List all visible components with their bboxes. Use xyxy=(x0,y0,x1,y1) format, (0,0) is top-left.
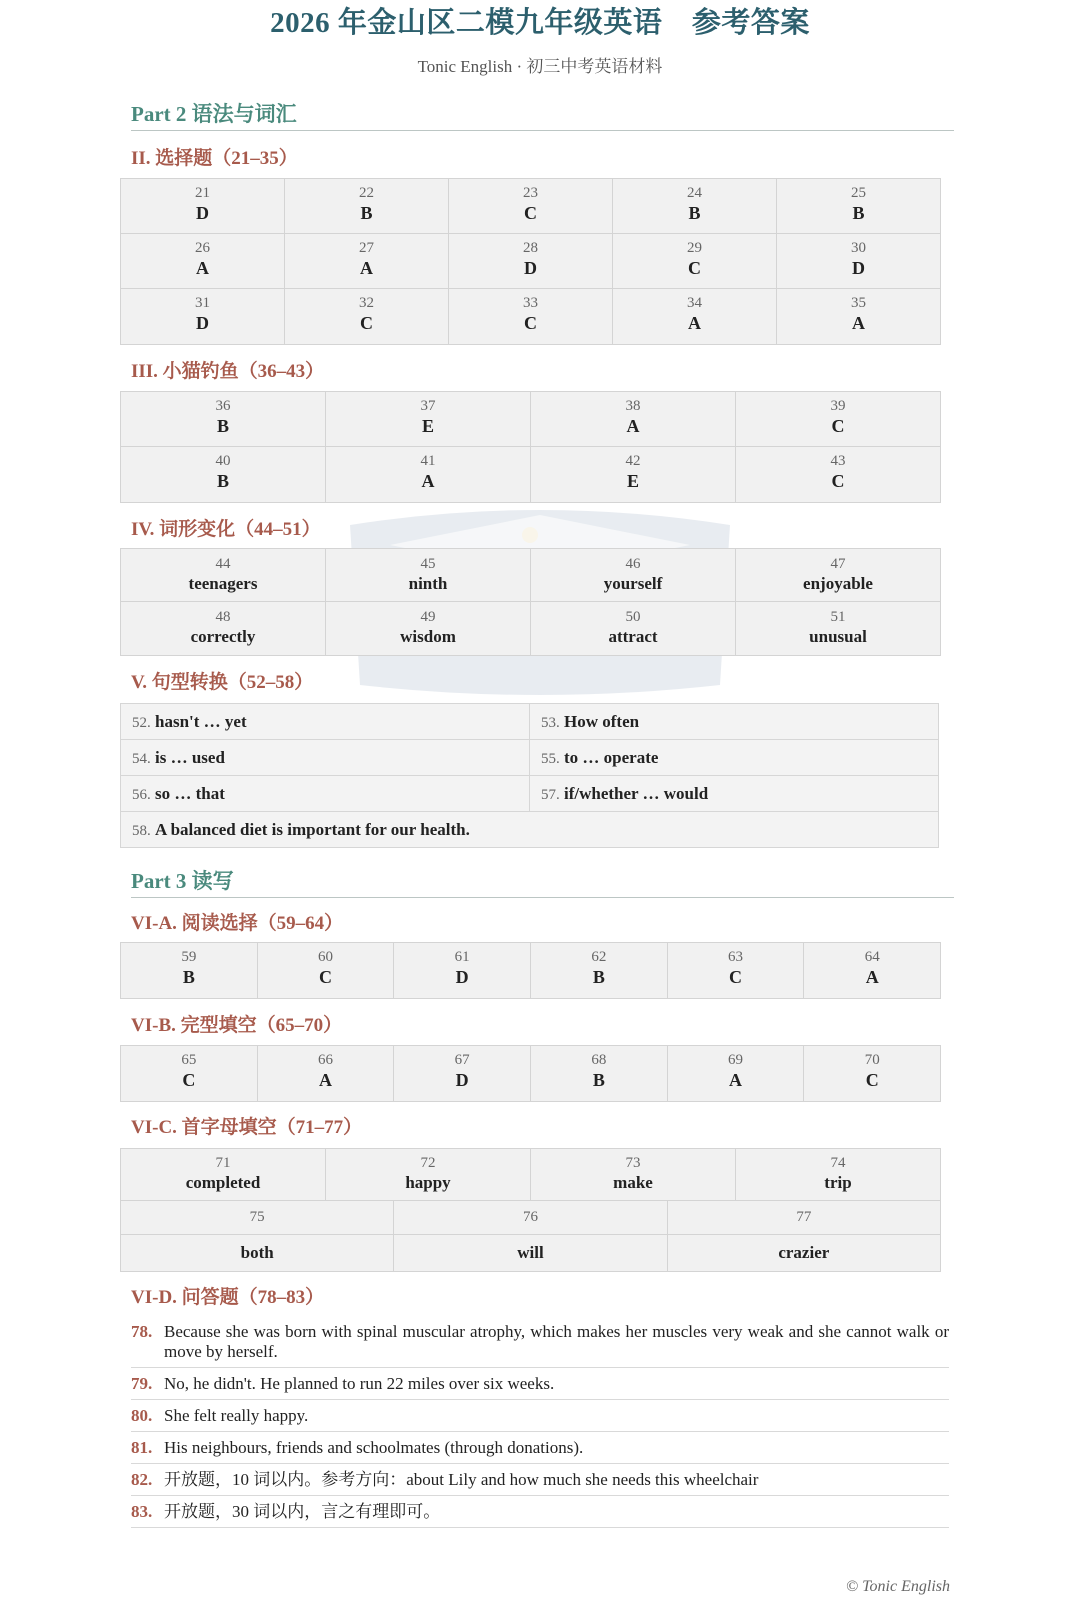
question-number: 40 xyxy=(215,453,231,469)
answer-value: B xyxy=(592,1070,605,1090)
answer-text: Because she was born with spinal muscular atrophy, which makes her muscles very weak and she cannot walk or move by herself. xyxy=(164,1322,949,1361)
answer-cell xyxy=(121,447,326,502)
grid-row xyxy=(121,179,940,234)
answer-cell xyxy=(394,943,531,998)
part2-heading: Part 2 语法与词汇 xyxy=(131,98,954,131)
transform-answer-cell xyxy=(121,704,529,739)
transform-answer-cell xyxy=(121,812,938,847)
question-number: 29 xyxy=(687,240,702,256)
question-number: 64 xyxy=(864,949,880,965)
answer-value: make xyxy=(613,1173,653,1192)
question-number: 41 xyxy=(420,453,436,469)
answer-value: B xyxy=(688,203,701,223)
answer-cell xyxy=(531,602,736,655)
answer-value: D xyxy=(196,313,209,333)
answer-value: B xyxy=(852,203,865,223)
answer-cell xyxy=(531,943,668,998)
answer-cell xyxy=(531,392,736,447)
answer-text: 开放题，10 词以内。参考方向：about Lily and how much she needs this wheelchair xyxy=(164,1470,759,1489)
answer-value: A xyxy=(729,1070,743,1090)
question-number: 33 xyxy=(523,295,538,311)
answer-cell xyxy=(804,943,940,998)
question-number: 61 xyxy=(454,949,470,965)
question-number: 46 xyxy=(625,556,641,572)
transform-answer-cell xyxy=(529,740,938,775)
section-vi-a-heading: VI-A. 阅读选择（59–64） xyxy=(131,913,344,934)
question-number: 38 xyxy=(625,398,641,414)
answer-cell xyxy=(736,447,940,502)
answer-value: A xyxy=(360,258,373,278)
answer-cell xyxy=(121,289,285,344)
answer-cell xyxy=(668,943,805,998)
page-subtitle: Tonic English · 初三中考英语材料 xyxy=(417,57,663,76)
grid-row xyxy=(121,1235,940,1271)
answer-cell xyxy=(531,1149,736,1201)
answer-value: D xyxy=(455,1070,469,1090)
answer-cell xyxy=(326,602,531,655)
question-number: 68 xyxy=(591,1052,607,1068)
answer-value: C xyxy=(688,258,701,278)
question-number: 71 xyxy=(215,1155,231,1171)
answer-value: both xyxy=(240,1243,274,1262)
question-number: 81. xyxy=(131,1438,153,1457)
answer-value: C xyxy=(729,967,743,987)
section-iii-heading: III. 小猫钓鱼（36–43） xyxy=(131,361,325,382)
question-number: 48 xyxy=(215,609,231,625)
question-number: 75 xyxy=(249,1209,265,1225)
question-number: 79. xyxy=(131,1374,153,1393)
answer-cell xyxy=(394,1235,667,1271)
grid-row xyxy=(121,392,940,447)
answer-value: C xyxy=(524,313,537,333)
question-number: 72 xyxy=(420,1155,436,1171)
answer-value: B xyxy=(182,967,195,987)
answer-value: C xyxy=(865,1070,879,1090)
answer-cell xyxy=(326,447,531,502)
grid-row xyxy=(121,1046,940,1101)
answer-cell xyxy=(326,549,531,602)
question-number: 22 xyxy=(359,185,374,201)
answer-value: yourself xyxy=(603,574,663,593)
number-cell xyxy=(668,1201,940,1235)
section-ii-answer-grid xyxy=(120,178,941,345)
question-number: 43 xyxy=(830,453,846,469)
transform-answer-cell xyxy=(121,776,529,811)
section-v-answer-table xyxy=(120,703,939,848)
question-number: 53. xyxy=(541,715,560,731)
question-number: 42 xyxy=(625,453,641,469)
transform-row xyxy=(121,812,938,847)
answer-value: C xyxy=(831,471,845,491)
question-number: 74 xyxy=(830,1155,846,1171)
question-number: 44 xyxy=(215,556,231,572)
section-iv-answer-grid xyxy=(120,548,941,656)
answer-value: A xyxy=(865,967,879,987)
answer-cell xyxy=(668,1046,805,1101)
answer-cell xyxy=(531,447,736,502)
answer-cell xyxy=(804,1046,940,1101)
question-number: 62 xyxy=(591,949,607,965)
answer-value: is … used xyxy=(155,748,225,767)
grid-row xyxy=(121,943,940,998)
question-number: 26 xyxy=(195,240,210,256)
answer-cell xyxy=(613,179,777,234)
question-number: 76 xyxy=(522,1209,538,1225)
answer-value: wisdom xyxy=(400,627,456,646)
question-number: 58. xyxy=(132,823,151,839)
answer-value: E xyxy=(421,416,434,436)
answer-cell xyxy=(285,179,449,234)
grid-row xyxy=(121,447,940,502)
answer-cell xyxy=(736,1149,940,1201)
answer-cell xyxy=(736,392,940,447)
answer-cell xyxy=(613,234,777,289)
answer-cell xyxy=(285,289,449,344)
qa-answer-item xyxy=(131,1464,949,1496)
answer-value: A xyxy=(688,313,701,333)
answer-cell xyxy=(668,1235,940,1271)
question-number: 65 xyxy=(181,1052,197,1068)
question-number: 27 xyxy=(359,240,374,256)
answer-cell xyxy=(121,234,285,289)
answer-value: to … operate xyxy=(564,748,659,767)
question-number: 36 xyxy=(215,398,231,414)
number-cell xyxy=(394,1201,667,1235)
question-number: 32 xyxy=(359,295,374,311)
section-iii-answer-grid xyxy=(120,391,941,503)
qa-answer-item xyxy=(131,1496,949,1528)
section-ii-heading: II. 选择题（21–35） xyxy=(131,148,298,169)
section-vi-c-answer-grid xyxy=(120,1148,941,1272)
answer-cell xyxy=(777,289,940,344)
question-number: 82. xyxy=(131,1470,153,1489)
question-number: 60 xyxy=(318,949,333,965)
answer-cell xyxy=(449,234,613,289)
grid-row xyxy=(121,602,940,655)
question-number: 52. xyxy=(132,715,151,731)
section-v-heading: V. 句型转换（52–58） xyxy=(131,672,314,693)
answer-value: correctly xyxy=(190,627,256,646)
page-title: 2026 年金山区二模九年级英语 参考答案 xyxy=(270,7,810,39)
question-number: 23 xyxy=(523,185,538,201)
section-vi-c-heading: VI-C. 首字母填空（71–77） xyxy=(131,1117,363,1138)
answer-text: His neighbours, friends and schoolmates (through donations). xyxy=(164,1438,584,1457)
question-number: 56. xyxy=(132,787,151,803)
grid-row xyxy=(121,1149,940,1201)
question-number: 30 xyxy=(851,240,866,256)
section-vi-b-heading: VI-B. 完型填空（65–70） xyxy=(131,1015,343,1036)
question-number: 54. xyxy=(132,751,151,767)
section-vi-d-heading: VI-D. 问答题（78–83） xyxy=(131,1287,325,1308)
answer-value: D xyxy=(196,203,209,223)
answer-cell xyxy=(121,1046,258,1101)
question-number: 24 xyxy=(687,185,702,201)
answer-cell xyxy=(258,943,395,998)
question-number: 69 xyxy=(728,1052,744,1068)
answer-value: A xyxy=(319,1070,332,1090)
answer-cell xyxy=(258,1046,395,1101)
answer-value: D xyxy=(455,967,469,987)
answer-cell xyxy=(121,1235,394,1271)
answer-value: ninth xyxy=(408,574,448,593)
number-cell xyxy=(121,1201,394,1235)
answer-cell xyxy=(121,943,258,998)
grid-row xyxy=(121,289,940,344)
transform-answer-cell xyxy=(121,740,529,775)
question-number: 77 xyxy=(796,1209,812,1225)
answer-cell xyxy=(285,234,449,289)
question-number: 45 xyxy=(420,556,436,572)
answer-cell xyxy=(449,179,613,234)
transform-answer-cell xyxy=(529,776,938,811)
question-number: 80. xyxy=(131,1406,153,1425)
section-vi-b-answer-grid xyxy=(120,1045,941,1102)
question-number: 51 xyxy=(830,609,846,625)
answer-value: E xyxy=(626,471,639,491)
question-number: 39 xyxy=(830,398,846,414)
part3-heading: Part 3 读写 xyxy=(131,865,954,898)
answer-value: if/whether … would xyxy=(564,784,709,803)
answer-cell xyxy=(121,179,285,234)
question-number: 55. xyxy=(541,751,560,767)
answer-cell xyxy=(531,549,736,602)
transform-answer-cell xyxy=(529,704,938,739)
qa-answer-item xyxy=(131,1316,949,1368)
answer-cell xyxy=(326,392,531,447)
answer-value: crazier xyxy=(778,1243,830,1262)
answer-value: A xyxy=(626,416,640,436)
question-number: 73 xyxy=(625,1155,641,1171)
answer-cell xyxy=(121,1149,326,1201)
section-vi-d-answer-list xyxy=(131,1316,949,1528)
answer-value: hasn't … yet xyxy=(155,712,247,731)
answer-value: happy xyxy=(405,1173,451,1192)
answer-value: B xyxy=(592,967,605,987)
answer-cell xyxy=(777,234,940,289)
answer-value: B xyxy=(216,416,229,436)
answer-value: trip xyxy=(824,1173,852,1192)
copyright-footer: © Tonic English xyxy=(845,1578,950,1595)
answer-cell xyxy=(613,289,777,344)
answer-value: teenagers xyxy=(188,574,258,593)
answer-cell xyxy=(736,602,940,655)
question-number: 83. xyxy=(131,1502,153,1521)
question-number: 67 xyxy=(454,1052,470,1068)
question-number: 70 xyxy=(864,1052,880,1068)
answer-value: will xyxy=(517,1243,544,1262)
question-number: 59 xyxy=(181,949,197,965)
answer-cell xyxy=(121,549,326,602)
answer-value: C xyxy=(319,967,332,987)
answer-cell xyxy=(121,392,326,447)
answer-cell xyxy=(394,1046,531,1101)
answer-value: D xyxy=(852,258,865,278)
question-number: 47 xyxy=(830,556,846,572)
transform-row xyxy=(121,776,938,812)
question-number: 25 xyxy=(851,185,866,201)
answer-cell xyxy=(326,1149,531,1201)
answer-value: enjoyable xyxy=(803,574,873,593)
answer-value: D xyxy=(524,258,537,278)
answer-cell xyxy=(121,602,326,655)
question-number: 28 xyxy=(523,240,538,256)
answer-value: so … that xyxy=(155,784,225,803)
answer-value: A xyxy=(421,471,435,491)
answer-text: No, he didn't. He planned to run 22 miles over six weeks. xyxy=(164,1374,555,1393)
answer-value: C xyxy=(360,313,373,333)
question-number: 49 xyxy=(420,609,436,625)
answer-cell xyxy=(531,1046,668,1101)
answer-value: A xyxy=(196,258,209,278)
qa-answer-item xyxy=(131,1432,949,1464)
answer-value: C xyxy=(182,1070,196,1090)
answer-cell xyxy=(449,289,613,344)
question-number: 66 xyxy=(318,1052,333,1068)
answer-value: completed xyxy=(185,1173,261,1192)
question-number: 34 xyxy=(687,295,702,311)
transform-row xyxy=(121,740,938,776)
answer-text: She felt really happy. xyxy=(164,1406,309,1425)
answer-value: C xyxy=(831,416,845,436)
transform-row xyxy=(121,704,938,740)
question-number: 63 xyxy=(728,949,744,965)
answer-value: A balanced diet is important for our health. xyxy=(155,820,470,839)
question-number: 78. xyxy=(131,1322,153,1341)
grid-row xyxy=(121,1201,940,1235)
answer-value: C xyxy=(524,203,537,223)
qa-answer-item xyxy=(131,1368,949,1400)
answer-value: How often xyxy=(564,712,640,731)
question-number: 31 xyxy=(195,295,210,311)
question-number: 57. xyxy=(541,787,560,803)
answer-value: B xyxy=(216,471,229,491)
answer-cell xyxy=(736,549,940,602)
question-number: 35 xyxy=(851,295,866,311)
answer-value: unusual xyxy=(809,627,867,646)
section-vi-a-answer-grid xyxy=(120,942,941,999)
answer-value: B xyxy=(360,203,373,223)
answer-value: attract xyxy=(608,627,658,646)
grid-row xyxy=(121,549,940,602)
answer-text: 开放题，30 词以内，言之有理即可。 xyxy=(164,1502,441,1521)
question-number: 21 xyxy=(195,185,210,201)
qa-answer-item xyxy=(131,1400,949,1432)
question-number: 50 xyxy=(625,609,641,625)
answer-value: A xyxy=(852,313,865,333)
section-iv-heading: IV. 词形变化（44–51） xyxy=(131,519,321,540)
question-number: 37 xyxy=(420,398,436,414)
answer-cell xyxy=(777,179,940,234)
grid-row xyxy=(121,234,940,289)
